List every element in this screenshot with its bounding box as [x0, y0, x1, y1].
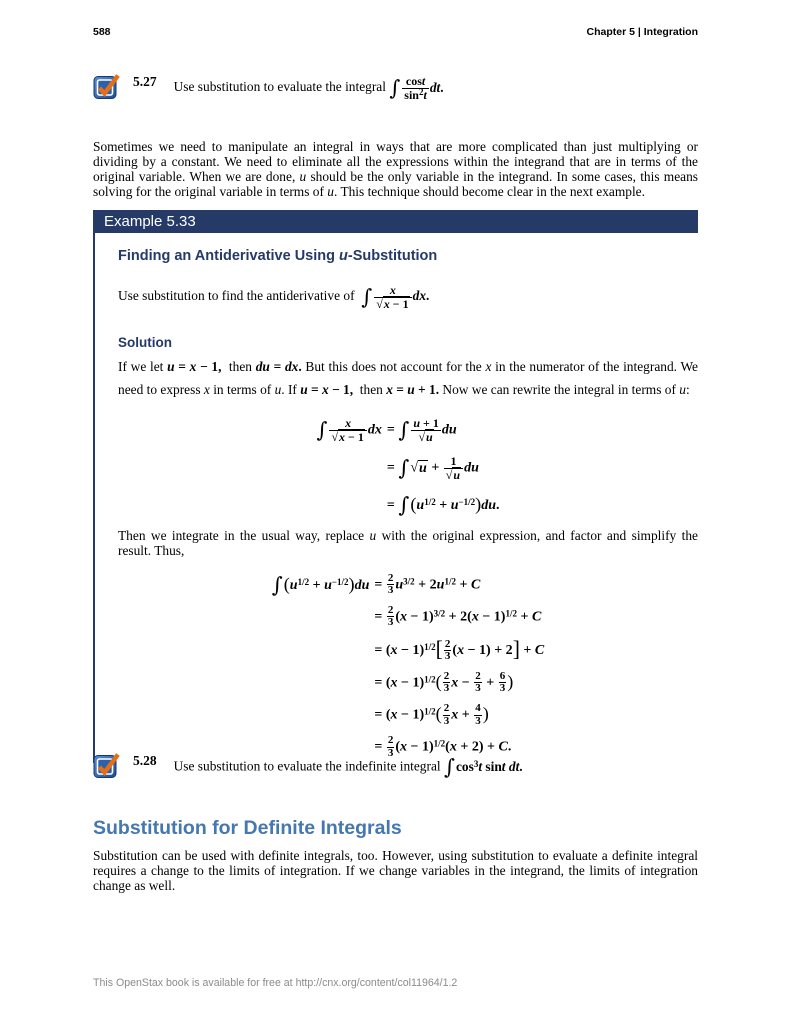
page-header [93, 26, 698, 38]
checkpoint-integral: $\int\cos^3t$ sint dt. [444, 755, 523, 779]
checkpoint-text: Use substitution to evaluate the integral ∫ $\frac{\cos t}{\sin^2t}$ dt. [173, 74, 444, 102]
equation-row: = $(x - 1)^{1/2}$( $\frac{2}{3}$ x + $\frac{4}{3}$ ) [374, 701, 489, 727]
equation-row: $\int(u^{1/2} + u^{-1/2})du$ = $\frac{2}{3}$ $u^{3/2} + 2u^{1/2} + C$ [271, 571, 481, 598]
checkpoint-number: 5.28 [133, 753, 157, 768]
chapter-title: Chapter 5 | Integration [586, 26, 698, 38]
equation-row: = $(x - 1)^{1/2}$[ $\frac{2}{3}$ (x − 1) + 2] + C [374, 637, 545, 663]
equation-block-2 [272, 569, 545, 763]
checkpoint-number: 5.27 [133, 74, 157, 89]
solution-intro: If we let u = x − 1, then du = dx. But this does not account for the x in the numerator of the integrand. We need to express x in terms of u. If u = x − 1, then x = u + 1. Now we can rewrite the integral in terms of u: [118, 359, 698, 398]
checkpoint-5-28 [93, 751, 523, 784]
integration-explanation: Then we integrate in the usual way, replace u with the original expression, and factor and simplify the result. Thus, [118, 527, 698, 559]
intro-paragraph: Sometimes we need to manipulate an integral in ways that are more complicated than just multiplying or dividing by a constant. We need to eliminate all the expressions within the integrand that are in terms of the original variable. When we are done, u should be the only variable in the integrand. In some cases, this means solving for the original variable in terms of u. This technique should become clear in the next example. [93, 139, 698, 199]
checkpoint-checkbox-icon [93, 72, 120, 105]
checkpoint-5-27 [93, 72, 444, 105]
example-header-bar: Example 5.33 [93, 210, 698, 233]
equation-row: = $\frac{2}{3}$ $(x - 1)^{3/2} + 2(x - 1)^{1/2} + C$ [374, 603, 542, 629]
section-paragraph: Substitution can be used with definite integrals, too. However, using substitution to evaluate a definite integral requires a change to the limits of integration. If we change variables in the integrand, the limits of integration change as well. [93, 848, 698, 893]
equation-row: = $\int(u^{1/2} + u^{-1/2})du$. [386, 492, 500, 517]
equation-row: = $(x - 1)^{1/2}$( $\frac{2}{3}$ x − $\frac{2}{3}$ + $\frac{6}{3}$ ) [374, 669, 514, 695]
example-title: Finding an Antiderivative Using u-Substitution [118, 248, 438, 264]
example-problem: Use substitution to find the antiderivative of ∫ $\frac{x}{√x - 1}$ dx. [118, 283, 430, 311]
equation-row: ∫ $\frac{x}{√x - 1}$ dx = ∫ $\frac{u + 1}{√u}$ du [316, 416, 457, 444]
section-heading: Substitution for Definite Integrals [93, 817, 402, 839]
example-box [93, 210, 698, 763]
solution-label: Solution [118, 335, 172, 351]
checkpoint-text: Use substitution to evaluate the indefinite integral $\int\cos^3t$ sint dt. [173, 755, 523, 779]
equation-block-1 [317, 411, 500, 522]
checkpoint-checkbox-icon [93, 751, 120, 784]
equation-row: = ∫√u + $\frac{1}{√u}$ du [386, 454, 479, 482]
equation-row: = $\frac{2}{3}$ $(x - 1)^{1/2}(x + 2) + C$. [374, 734, 512, 759]
example-content [93, 233, 698, 763]
page-number: 588 [93, 26, 111, 38]
checkpoint-integral: ∫ $\frac{\cos t}{\sin^2t}$ dt. [389, 74, 444, 102]
page-footer: This OpenStax book is available for free at http://cnx.org/content/col11964/1.2 [93, 977, 458, 989]
